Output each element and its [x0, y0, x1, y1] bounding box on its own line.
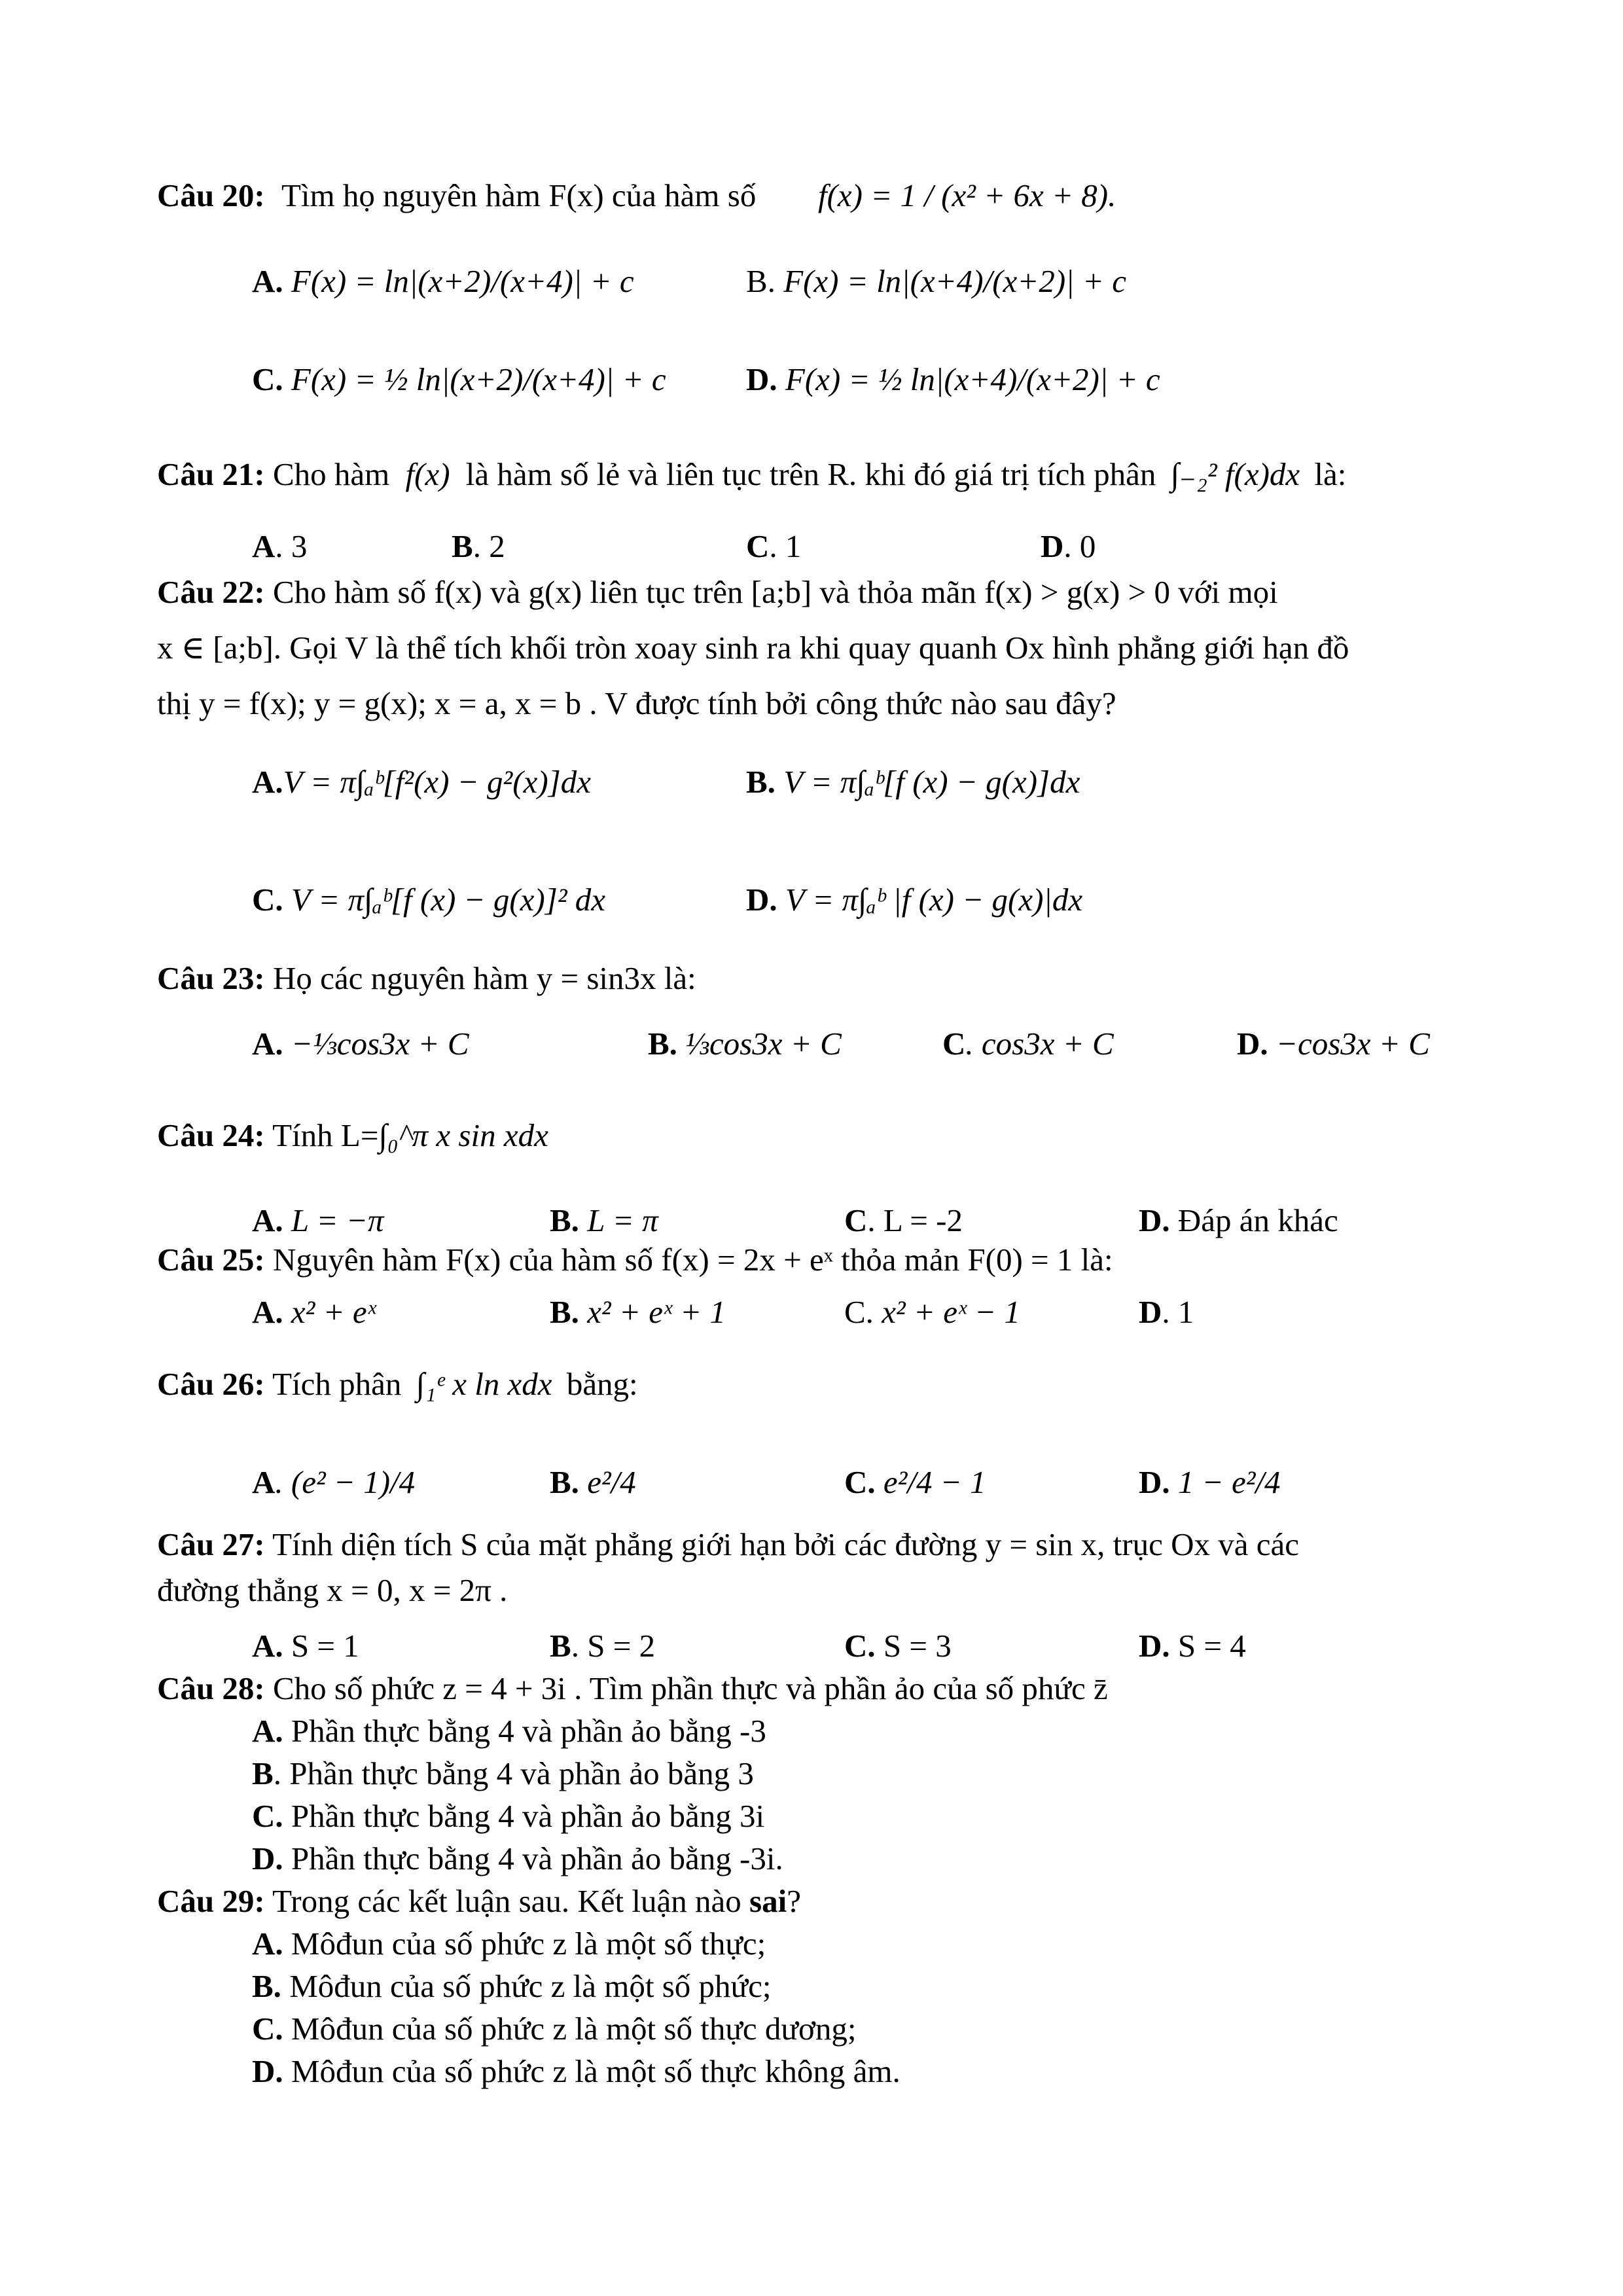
- option-text: . Phần thực bằng 4 và phần ảo bằng 3: [273, 1755, 754, 1791]
- option-text: F(x) = ½ ln|(x+2)/(x+4)| + c: [291, 361, 666, 397]
- option-letter: D: [1139, 1294, 1162, 1330]
- option-27-a[interactable]: [252, 1630, 359, 1662]
- option-letter: C.: [844, 1628, 876, 1664]
- option-letter: C.: [252, 361, 283, 397]
- option-text: . 1: [769, 528, 802, 564]
- option-letter: D.: [1139, 1202, 1170, 1238]
- question-formula: f(x): [405, 456, 450, 492]
- option-text: S = 1: [291, 1628, 359, 1664]
- question-25: [157, 1244, 1113, 1276]
- option-20-a[interactable]: [252, 265, 634, 297]
- option-text: Phần thực bằng 4 và phần ảo bằng -3i.: [291, 1840, 783, 1876]
- option-25-b[interactable]: [550, 1296, 726, 1328]
- option-25-d[interactable]: [1139, 1296, 1194, 1328]
- option-text: . 2: [473, 528, 505, 564]
- question-label: Câu 23:: [157, 960, 265, 996]
- option-letter: A.: [252, 1026, 283, 1062]
- option-text: F(x) = ½ ln|(x+4)/(x+2)| + c: [785, 361, 1160, 397]
- question-text: Tích phân: [272, 1366, 402, 1402]
- option-letter: D.: [746, 361, 777, 397]
- option-text: S = 3: [883, 1628, 952, 1664]
- option-letter: A.: [252, 764, 283, 800]
- question-label: Câu 20:: [157, 177, 265, 213]
- option-text: S = 4: [1177, 1628, 1246, 1664]
- option-letter: D.: [252, 1840, 283, 1876]
- question-text: ?: [787, 1883, 801, 1919]
- option-28-d[interactable]: [252, 1842, 783, 1874]
- option-text: V = π∫ₐᵇ[f (x) − g(x)]² dx: [291, 882, 606, 918]
- option-text: . (e² − 1)/4: [275, 1464, 416, 1500]
- option-22-c[interactable]: [252, 884, 605, 916]
- question-29: [157, 1885, 801, 1917]
- option-letter: A: [252, 1464, 276, 1500]
- question-text: bằng:: [566, 1366, 638, 1402]
- option-29-c[interactable]: [252, 2013, 857, 2045]
- option-21-b[interactable]: [452, 530, 505, 562]
- question-22: [157, 576, 1278, 608]
- option-letter: A.: [252, 1628, 283, 1664]
- question-text: là:: [1314, 456, 1347, 492]
- option-text: . 3: [275, 528, 308, 564]
- question-22-line2: x ∈ [a;b]. Gọi V là thể tích khối tròn xoay sinh ra khi quay quanh Ox hình phẳng giới hạn đồ: [157, 630, 1349, 666]
- option-letter: A.: [252, 263, 283, 299]
- option-text: x² + eˣ − 1: [882, 1294, 1020, 1330]
- option-27-d[interactable]: [1139, 1630, 1246, 1662]
- option-text: V = π∫ₐᵇ[f²(x) − g²(x)]dx: [283, 764, 591, 800]
- option-text: F(x) = ln|(x+2)/(x+4)| + c: [291, 263, 634, 299]
- question-label: Câu 21:: [157, 456, 265, 492]
- option-text: Môđun của số phức z là một số thực không âm.: [291, 2053, 901, 2089]
- question-label: Câu 24:: [157, 1117, 265, 1153]
- option-letter: B: [550, 1628, 571, 1664]
- option-26-b[interactable]: [550, 1466, 636, 1498]
- option-20-c[interactable]: [252, 363, 666, 395]
- option-letter: C.: [252, 882, 283, 918]
- question-27-line2: đường thẳng x = 0, x = 2π .: [157, 1572, 508, 1608]
- option-letter: B.: [746, 263, 776, 299]
- option-letter: D.: [1139, 1464, 1170, 1500]
- question-text: Trong các kết luận sau. Kết luận nào: [272, 1883, 741, 1919]
- option-text: V = π∫ₐᵇ[f (x) − g(x)]dx: [783, 764, 1080, 800]
- option-text: Môđun của số phức z là một số thực;: [291, 1926, 766, 1962]
- option-text: . L = -2: [867, 1202, 963, 1238]
- question-27: [157, 1528, 1299, 1560]
- option-letter: D.: [1237, 1026, 1268, 1062]
- option-text: −cos3x + C: [1275, 1026, 1430, 1062]
- option-text: ⅓cos3x + C: [685, 1026, 842, 1062]
- question-emphasis: sai: [749, 1883, 787, 1919]
- question-integral: ∫₁ᵉ x ln xdx: [416, 1366, 552, 1402]
- option-20-b[interactable]: [746, 265, 1126, 297]
- question-text: Họ các nguyên hàm y = sin3x là:: [272, 960, 696, 996]
- option-22-d[interactable]: [746, 884, 1082, 916]
- question-label: Câu 26:: [157, 1366, 265, 1402]
- question-label: Câu 27:: [157, 1526, 265, 1562]
- option-letter: C.: [252, 2011, 283, 2047]
- option-24-b[interactable]: [550, 1204, 658, 1236]
- option-text: 1 − e²/4: [1177, 1464, 1281, 1500]
- option-text: L = π: [587, 1202, 658, 1238]
- option-28-b[interactable]: [252, 1757, 754, 1789]
- option-27-b[interactable]: [550, 1630, 655, 1662]
- option-25-c[interactable]: [844, 1296, 1020, 1328]
- option-text: Môđun của số phức z là một số phức;: [289, 1968, 772, 2004]
- question-24: [157, 1119, 548, 1151]
- question-integral: ∫₋₂² f(x)dx: [1170, 456, 1300, 492]
- option-23-c[interactable]: [942, 1028, 1114, 1060]
- option-26-a[interactable]: [252, 1466, 415, 1498]
- option-text: Môđun của số phức z là một số thực dương;: [291, 2011, 857, 2047]
- option-letter: A: [252, 528, 276, 564]
- option-letter: C.: [252, 1798, 283, 1834]
- option-letter: C: [746, 528, 770, 564]
- option-text: −⅓cos3x + C: [291, 1026, 469, 1062]
- option-26-c[interactable]: [844, 1466, 986, 1498]
- option-letter: C: [844, 1202, 868, 1238]
- option-letter: B.: [550, 1294, 579, 1330]
- question-text: Tìm họ nguyên hàm F(x) của hàm số: [281, 177, 757, 213]
- option-letter: B: [252, 1755, 274, 1791]
- question-formula: f(x) = 1 / (x² + 6x + 8).: [818, 177, 1116, 213]
- option-29-b[interactable]: [252, 1970, 771, 2002]
- option-letter: C.: [844, 1294, 874, 1330]
- question-text: Tính diện tích S của mặt phẳng giới hạn bởi các đường y = sin x, trục Ox và các: [272, 1526, 1299, 1562]
- question-text: Tính L=: [272, 1117, 379, 1153]
- option-21-c[interactable]: [746, 530, 801, 562]
- option-text: Phần thực bằng 4 và phần ảo bằng 3i: [291, 1798, 765, 1834]
- option-letter: D.: [746, 882, 777, 918]
- option-20-d[interactable]: [746, 363, 1160, 395]
- question-text: Cho hàm: [272, 456, 390, 492]
- option-26-d[interactable]: [1139, 1466, 1281, 1498]
- option-letter: B.: [746, 764, 776, 800]
- option-letter: B.: [550, 1202, 579, 1238]
- option-24-d[interactable]: [1139, 1204, 1338, 1236]
- option-letter: B.: [648, 1026, 677, 1062]
- option-letter: A.: [252, 1294, 283, 1330]
- question-23: [157, 962, 696, 994]
- option-text: . 1: [1162, 1294, 1194, 1330]
- option-29-d[interactable]: [252, 2055, 901, 2087]
- option-28-c[interactable]: [252, 1800, 764, 1832]
- option-27-c[interactable]: [844, 1630, 952, 1662]
- question-label: Câu 22:: [157, 574, 265, 610]
- option-25-a[interactable]: [252, 1296, 376, 1328]
- option-letter: A.: [252, 1713, 283, 1749]
- option-22-a[interactable]: [252, 766, 591, 798]
- option-text: V = π∫ₐᵇ |f (x) − g(x)|dx: [785, 882, 1083, 918]
- question-label: Câu 28:: [157, 1670, 265, 1706]
- option-text: Đáp án khác: [1177, 1202, 1338, 1238]
- question-22-line3: thị y = f(x); y = g(x); x = a, x = b . V được tính bởi công thức nào sau đây?: [157, 685, 1116, 721]
- option-text: L = −π: [291, 1202, 384, 1238]
- option-letter: D: [1041, 528, 1064, 564]
- option-24-a[interactable]: [252, 1204, 383, 1236]
- option-letter: C.: [844, 1464, 876, 1500]
- question-text: Nguyên hàm F(x) của hàm số f(x) = 2x + eˣ thỏa mản F(0) = 1 là:: [272, 1242, 1113, 1278]
- option-text: x² + eˣ + 1: [587, 1294, 726, 1330]
- question-text: Cho số phức z = 4 + 3i . Tìm phần thực và phần ảo của số phức z̄: [272, 1670, 1108, 1706]
- question-28: [157, 1672, 1108, 1704]
- option-23-d[interactable]: [1237, 1028, 1430, 1060]
- option-23-b[interactable]: [648, 1028, 842, 1060]
- option-22-b[interactable]: [746, 766, 1080, 798]
- option-text: . 0: [1063, 528, 1096, 564]
- option-21-d[interactable]: [1041, 530, 1096, 562]
- option-text: e²/4: [587, 1464, 636, 1500]
- option-29-a[interactable]: [252, 1928, 766, 1960]
- question-text: là hàm số lẻ và liên tục trên R. khi đó giá trị tích phân: [465, 456, 1156, 492]
- question-text: Cho hàm số f(x) và g(x) liên tục trên [a;b] và thỏa mãn f(x) > g(x) > 0 với mọi: [272, 574, 1278, 610]
- question-21: [157, 458, 1346, 490]
- option-letter: B.: [252, 1968, 281, 2004]
- option-23-a[interactable]: [252, 1028, 469, 1060]
- option-28-a[interactable]: [252, 1715, 766, 1747]
- option-letter: B.: [550, 1464, 579, 1500]
- option-text: . S = 2: [571, 1628, 656, 1664]
- option-letter: A.: [252, 1202, 283, 1238]
- option-letter: C: [942, 1026, 966, 1062]
- option-text: x² + eˣ: [291, 1294, 376, 1330]
- option-letter: D.: [252, 2053, 283, 2089]
- option-text: e²/4 − 1: [883, 1464, 986, 1500]
- option-letter: B: [452, 528, 473, 564]
- option-text: F(x) = ln|(x+4)/(x+2)| + c: [783, 263, 1126, 299]
- question-integral: ∫₀^π x sin xdx: [378, 1117, 548, 1153]
- option-text: Phần thực bằng 4 và phần ảo bằng -3: [291, 1713, 766, 1749]
- option-text: . cos3x + C: [965, 1026, 1114, 1062]
- option-21-a[interactable]: [252, 530, 307, 562]
- option-24-c[interactable]: [844, 1204, 963, 1236]
- question-26: [157, 1368, 638, 1400]
- option-letter: A.: [252, 1926, 283, 1962]
- question-label: Câu 29:: [157, 1883, 265, 1919]
- option-letter: D.: [1139, 1628, 1170, 1664]
- question-label: Câu 25:: [157, 1242, 265, 1278]
